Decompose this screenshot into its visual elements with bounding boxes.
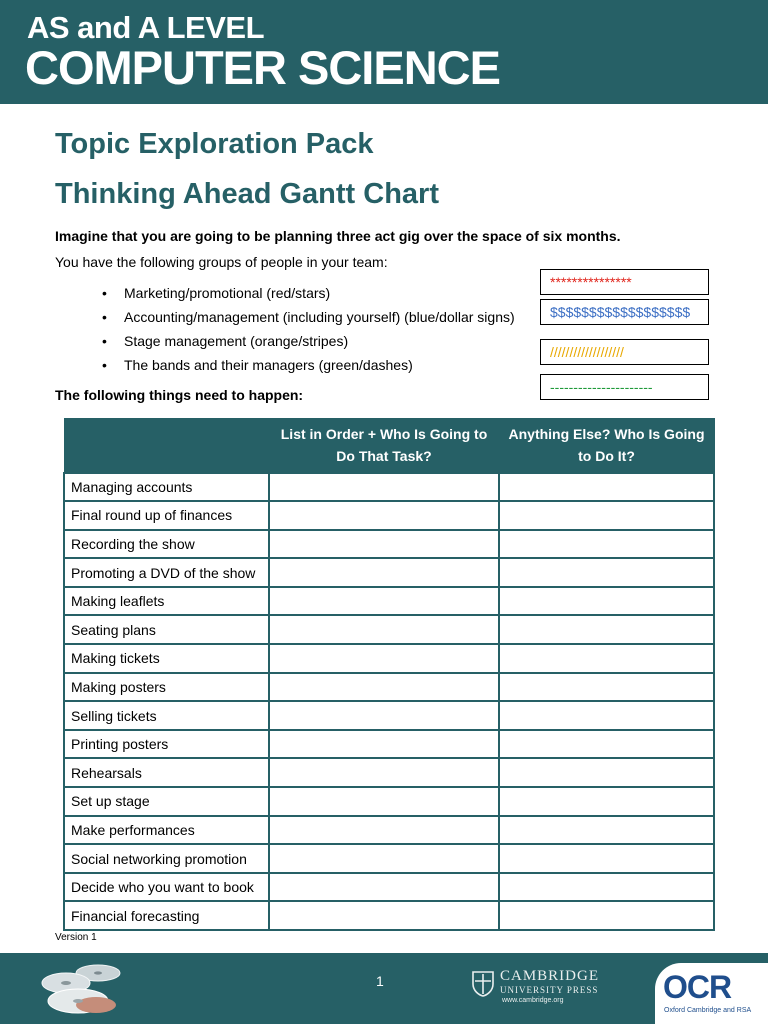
page-footer — [0, 953, 768, 1024]
publisher-url: www.cambridge.org — [502, 997, 564, 1004]
order-who-cell[interactable] — [269, 844, 499, 873]
list-item — [102, 333, 515, 357]
publisher-press: UNIVERSITY PRESS — [500, 985, 599, 995]
task-table — [63, 418, 715, 931]
pack-title: Topic Exploration Pack — [55, 128, 374, 160]
task-name-cell: Social networking promotion — [64, 844, 269, 873]
cambridge-logo — [470, 967, 610, 1009]
task-name-cell: Final round up of finances — [64, 501, 269, 530]
header-subject-text: COMPUTER SCIENCE — [25, 41, 500, 94]
legend-box-dashes: ---------------------- — [540, 374, 709, 400]
legend-box-stars: *************** — [540, 269, 709, 295]
header-order-who: List in Order + Who Is Going to Do That Task? — [269, 419, 499, 473]
needs-heading: The following things need to happen: — [55, 387, 304, 403]
anything-else-cell[interactable] — [499, 816, 714, 845]
header-task — [64, 419, 269, 473]
table-row — [64, 558, 714, 587]
order-who-cell[interactable] — [269, 787, 499, 816]
table-header-row — [64, 419, 714, 473]
list-item — [102, 357, 515, 381]
bullet-icon: • — [102, 357, 107, 373]
bullet-icon: • — [102, 309, 107, 325]
legend-box-dollars: $$$$$$$$$$$$$$$$$$ — [540, 299, 709, 325]
table-row — [64, 901, 714, 930]
order-who-cell[interactable] — [269, 615, 499, 644]
task-name-cell: Rehearsals — [64, 758, 269, 787]
table-row — [64, 844, 714, 873]
table-row — [64, 673, 714, 702]
table-row — [64, 473, 714, 502]
order-who-cell[interactable] — [269, 673, 499, 702]
version-label: Version 1 — [55, 932, 97, 943]
table-row — [64, 787, 714, 816]
order-who-cell[interactable] — [269, 558, 499, 587]
anything-else-cell[interactable] — [499, 615, 714, 644]
anything-else-cell[interactable] — [499, 501, 714, 530]
table-row — [64, 644, 714, 673]
ocr-logo-subtitle: Oxford Cambridge and RSA — [664, 1007, 752, 1014]
table-row — [64, 873, 714, 902]
anything-else-cell[interactable] — [499, 901, 714, 930]
task-name-cell: Set up stage — [64, 787, 269, 816]
list-item — [102, 285, 515, 309]
anything-else-cell[interactable] — [499, 473, 714, 502]
crest-icon — [472, 971, 494, 997]
group-label: The bands and their managers (green/dashes) — [124, 357, 413, 373]
bullet-icon: • — [102, 333, 107, 349]
table-row — [64, 501, 714, 530]
task-name-cell: Printing posters — [64, 730, 269, 759]
page-number: 1 — [376, 973, 384, 989]
intro-instruction: Imagine that you are going to be planning three act gig over the space of six months. — [55, 228, 621, 244]
table-row — [64, 587, 714, 616]
header-anything-else: Anything Else? Who Is Going to Do It? — [499, 419, 714, 473]
order-who-cell[interactable] — [269, 501, 499, 530]
anything-else-cell[interactable] — [499, 787, 714, 816]
task-name-cell: Financial forecasting — [64, 901, 269, 930]
anything-else-cell[interactable] — [499, 701, 714, 730]
order-who-cell[interactable] — [269, 473, 499, 502]
task-name-cell: Making leaflets — [64, 587, 269, 616]
anything-else-cell[interactable] — [499, 844, 714, 873]
table-row — [64, 816, 714, 845]
task-name-cell: Make performances — [64, 816, 269, 845]
task-name-cell: Selling tickets — [64, 701, 269, 730]
task-name-cell: Managing accounts — [64, 473, 269, 502]
anything-else-cell[interactable] — [499, 644, 714, 673]
order-who-cell[interactable] — [269, 644, 499, 673]
table-row — [64, 615, 714, 644]
chart-title: Thinking Ahead Gantt Chart — [55, 178, 439, 210]
group-label: Marketing/promotional (red/stars) — [124, 285, 331, 301]
order-who-cell[interactable] — [269, 730, 499, 759]
anything-else-cell[interactable] — [499, 673, 714, 702]
anything-else-cell[interactable] — [499, 587, 714, 616]
anything-else-cell[interactable] — [499, 873, 714, 902]
anything-else-cell[interactable] — [499, 558, 714, 587]
order-who-cell[interactable] — [269, 587, 499, 616]
task-name-cell: Making posters — [64, 673, 269, 702]
table-row — [64, 701, 714, 730]
page-header — [0, 0, 768, 104]
team-groups-list — [102, 285, 515, 381]
order-who-cell[interactable] — [269, 873, 499, 902]
anything-else-cell[interactable] — [499, 730, 714, 759]
task-name-cell: Making tickets — [64, 644, 269, 673]
task-name-cell: Decide who you want to book — [64, 873, 269, 902]
order-who-cell[interactable] — [269, 901, 499, 930]
discs-image — [38, 961, 128, 1017]
task-name-cell: Promoting a DVD of the show — [64, 558, 269, 587]
intro-text: You have the following groups of people in your team: — [55, 254, 388, 270]
group-label: Accounting/management (including yourself) (blue/dollar signs) — [124, 309, 515, 325]
list-item — [102, 309, 515, 333]
ocr-logo — [655, 963, 768, 1024]
order-who-cell[interactable] — [269, 530, 499, 559]
task-name-cell: Seating plans — [64, 615, 269, 644]
ocr-logo-text: OCR — [663, 969, 732, 1005]
table-row — [64, 758, 714, 787]
group-label: Stage management (orange/stripes) — [124, 333, 349, 349]
order-who-cell[interactable] — [269, 816, 499, 845]
order-who-cell[interactable] — [269, 758, 499, 787]
header-level-text: AS and A LEVEL — [27, 10, 265, 45]
anything-else-cell[interactable] — [499, 530, 714, 559]
task-name-cell: Recording the show — [64, 530, 269, 559]
anything-else-cell[interactable] — [499, 758, 714, 787]
order-who-cell[interactable] — [269, 701, 499, 730]
publisher-name: CAMBRIDGE — [500, 968, 600, 984]
legend-box-stripes: /////////////////// — [540, 339, 709, 365]
table-row — [64, 530, 714, 559]
table-row — [64, 730, 714, 759]
bullet-icon: • — [102, 285, 107, 301]
